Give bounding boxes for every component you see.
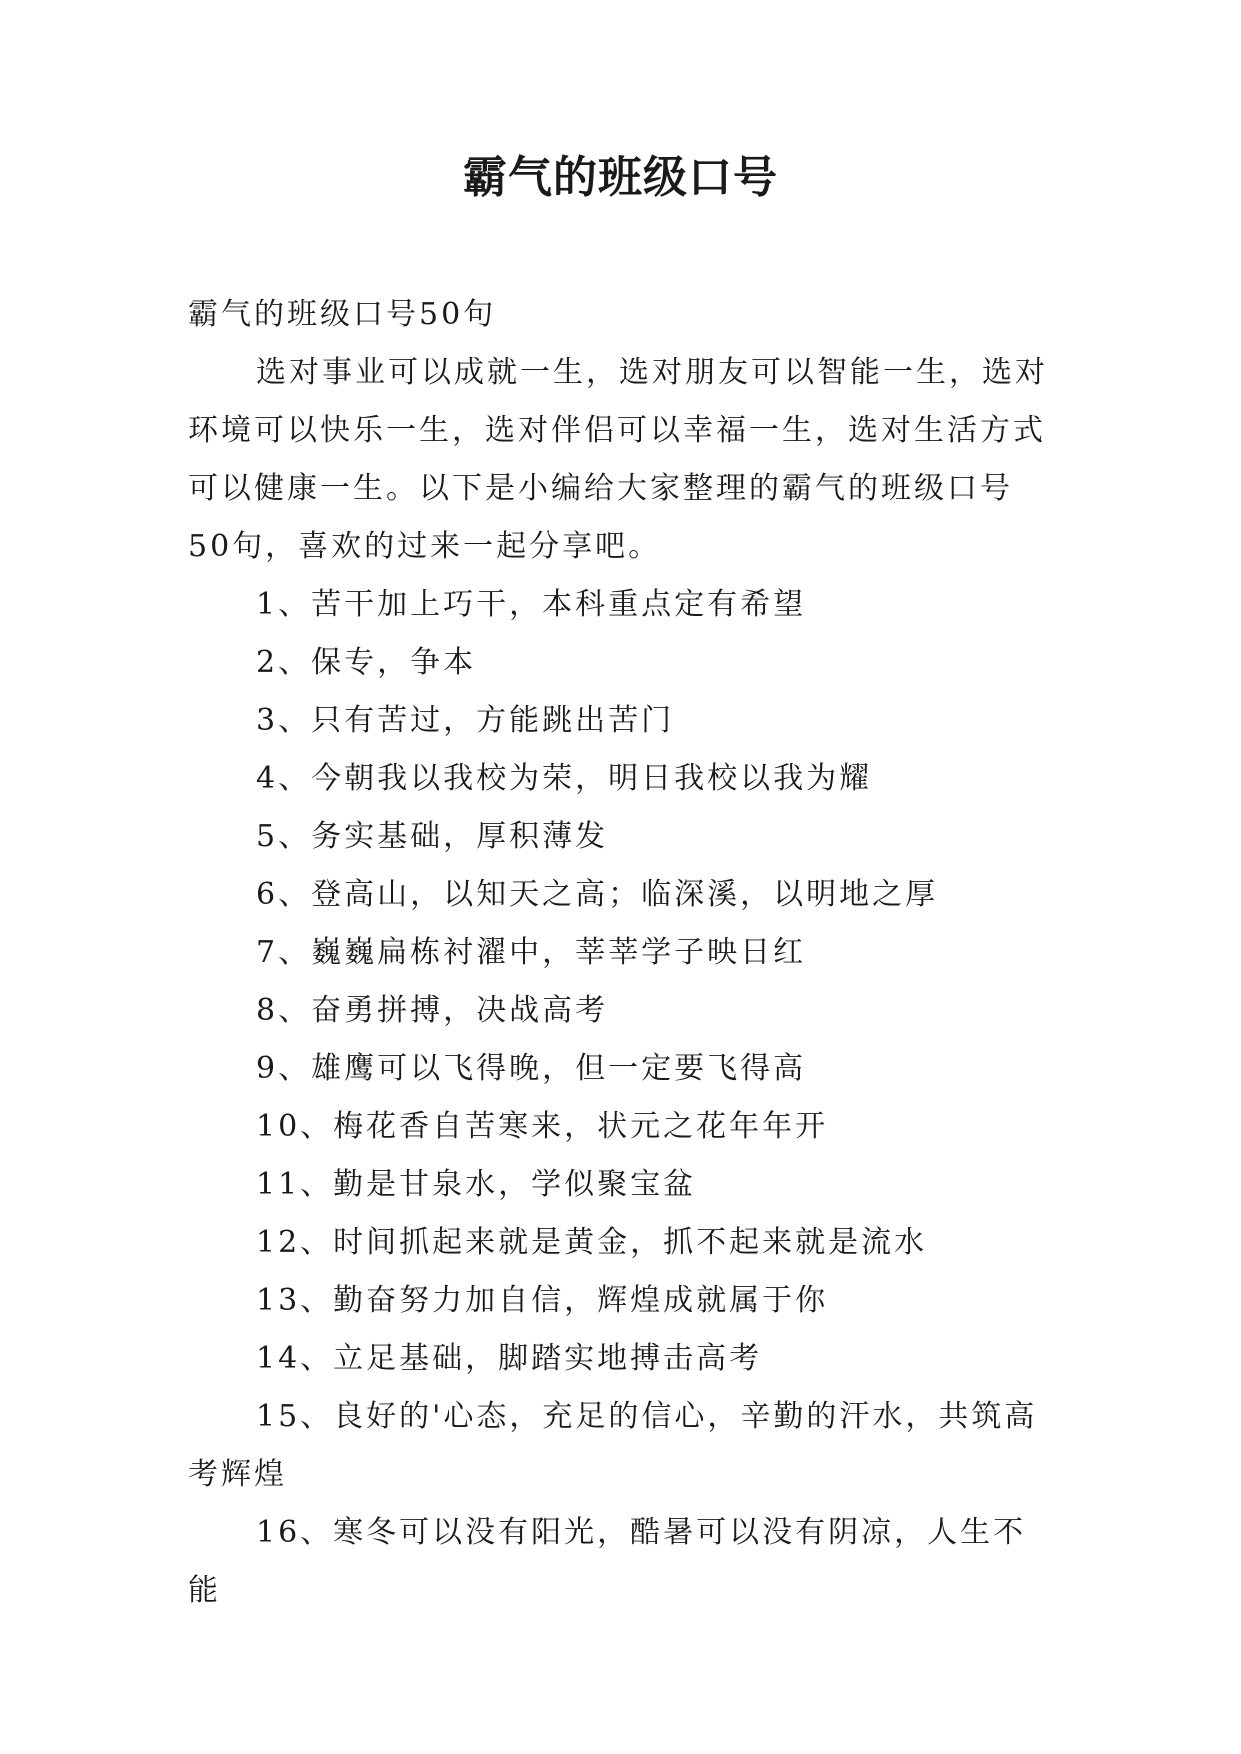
slogan-item: 2、保专，争本 [256, 645, 477, 680]
slogan-item: 8、奋勇拼搏，决战高考 [256, 993, 609, 1028]
slogan-item: 15、良好的'心态，充足的信心，辛勤的汗水，共筑高考辉煌 [188, 1399, 1038, 1492]
slogan-item: 16、寒冬可以没有阳光，酷暑可以没有阴凉，人生不能 [188, 1515, 1027, 1608]
slogan-item: 14、立足基础，脚踏实地搏击高考 [256, 1341, 763, 1376]
document-body [188, 286, 1056, 1620]
slogan-item: 10、梅花香自苦寒来，状元之花年年开 [256, 1109, 829, 1144]
document-title: 霸气的班级口号 [463, 152, 778, 203]
slogan-item: 1、苦干加上巧干，本科重点定有希望 [256, 587, 807, 622]
slogan-item: 12、时间抓起来就是黄金，抓不起来就是流水 [256, 1225, 928, 1260]
slogan-item: 9、雄鹰可以飞得晚，但一定要飞得高 [256, 1051, 807, 1086]
slogan-item: 3、只有苦过，方能跳出苦门 [256, 703, 675, 738]
slogan-item: 11、勤是甘泉水，学似聚宝盆 [256, 1167, 697, 1202]
slogan-item: 7、巍巍扁栋衬濯中，莘莘学子映日红 [256, 935, 807, 970]
slogan-item: 6、登高山，以知天之高；临深溪，以明地之厚 [256, 877, 939, 912]
slogan-item: 13、勤奋努力加自信，辉煌成就属于你 [256, 1283, 829, 1318]
intro-paragraph: 选对事业可以成就一生，选对朋友可以智能一生，选对环境可以快乐一生，选对伴侣可以幸福一生，选对生活方式可以健康一生。以下是小编给大家整理的霸气的班级口号50句，喜欢的过来一起分享吧。 [188, 355, 1048, 564]
slogan-item: 5、务实基础，厚积薄发 [256, 819, 609, 854]
slogan-item: 4、今朝我以我校为荣，明日我校以我为耀 [256, 761, 873, 796]
document-subtitle: 霸气的班级口号50句 [188, 297, 497, 332]
